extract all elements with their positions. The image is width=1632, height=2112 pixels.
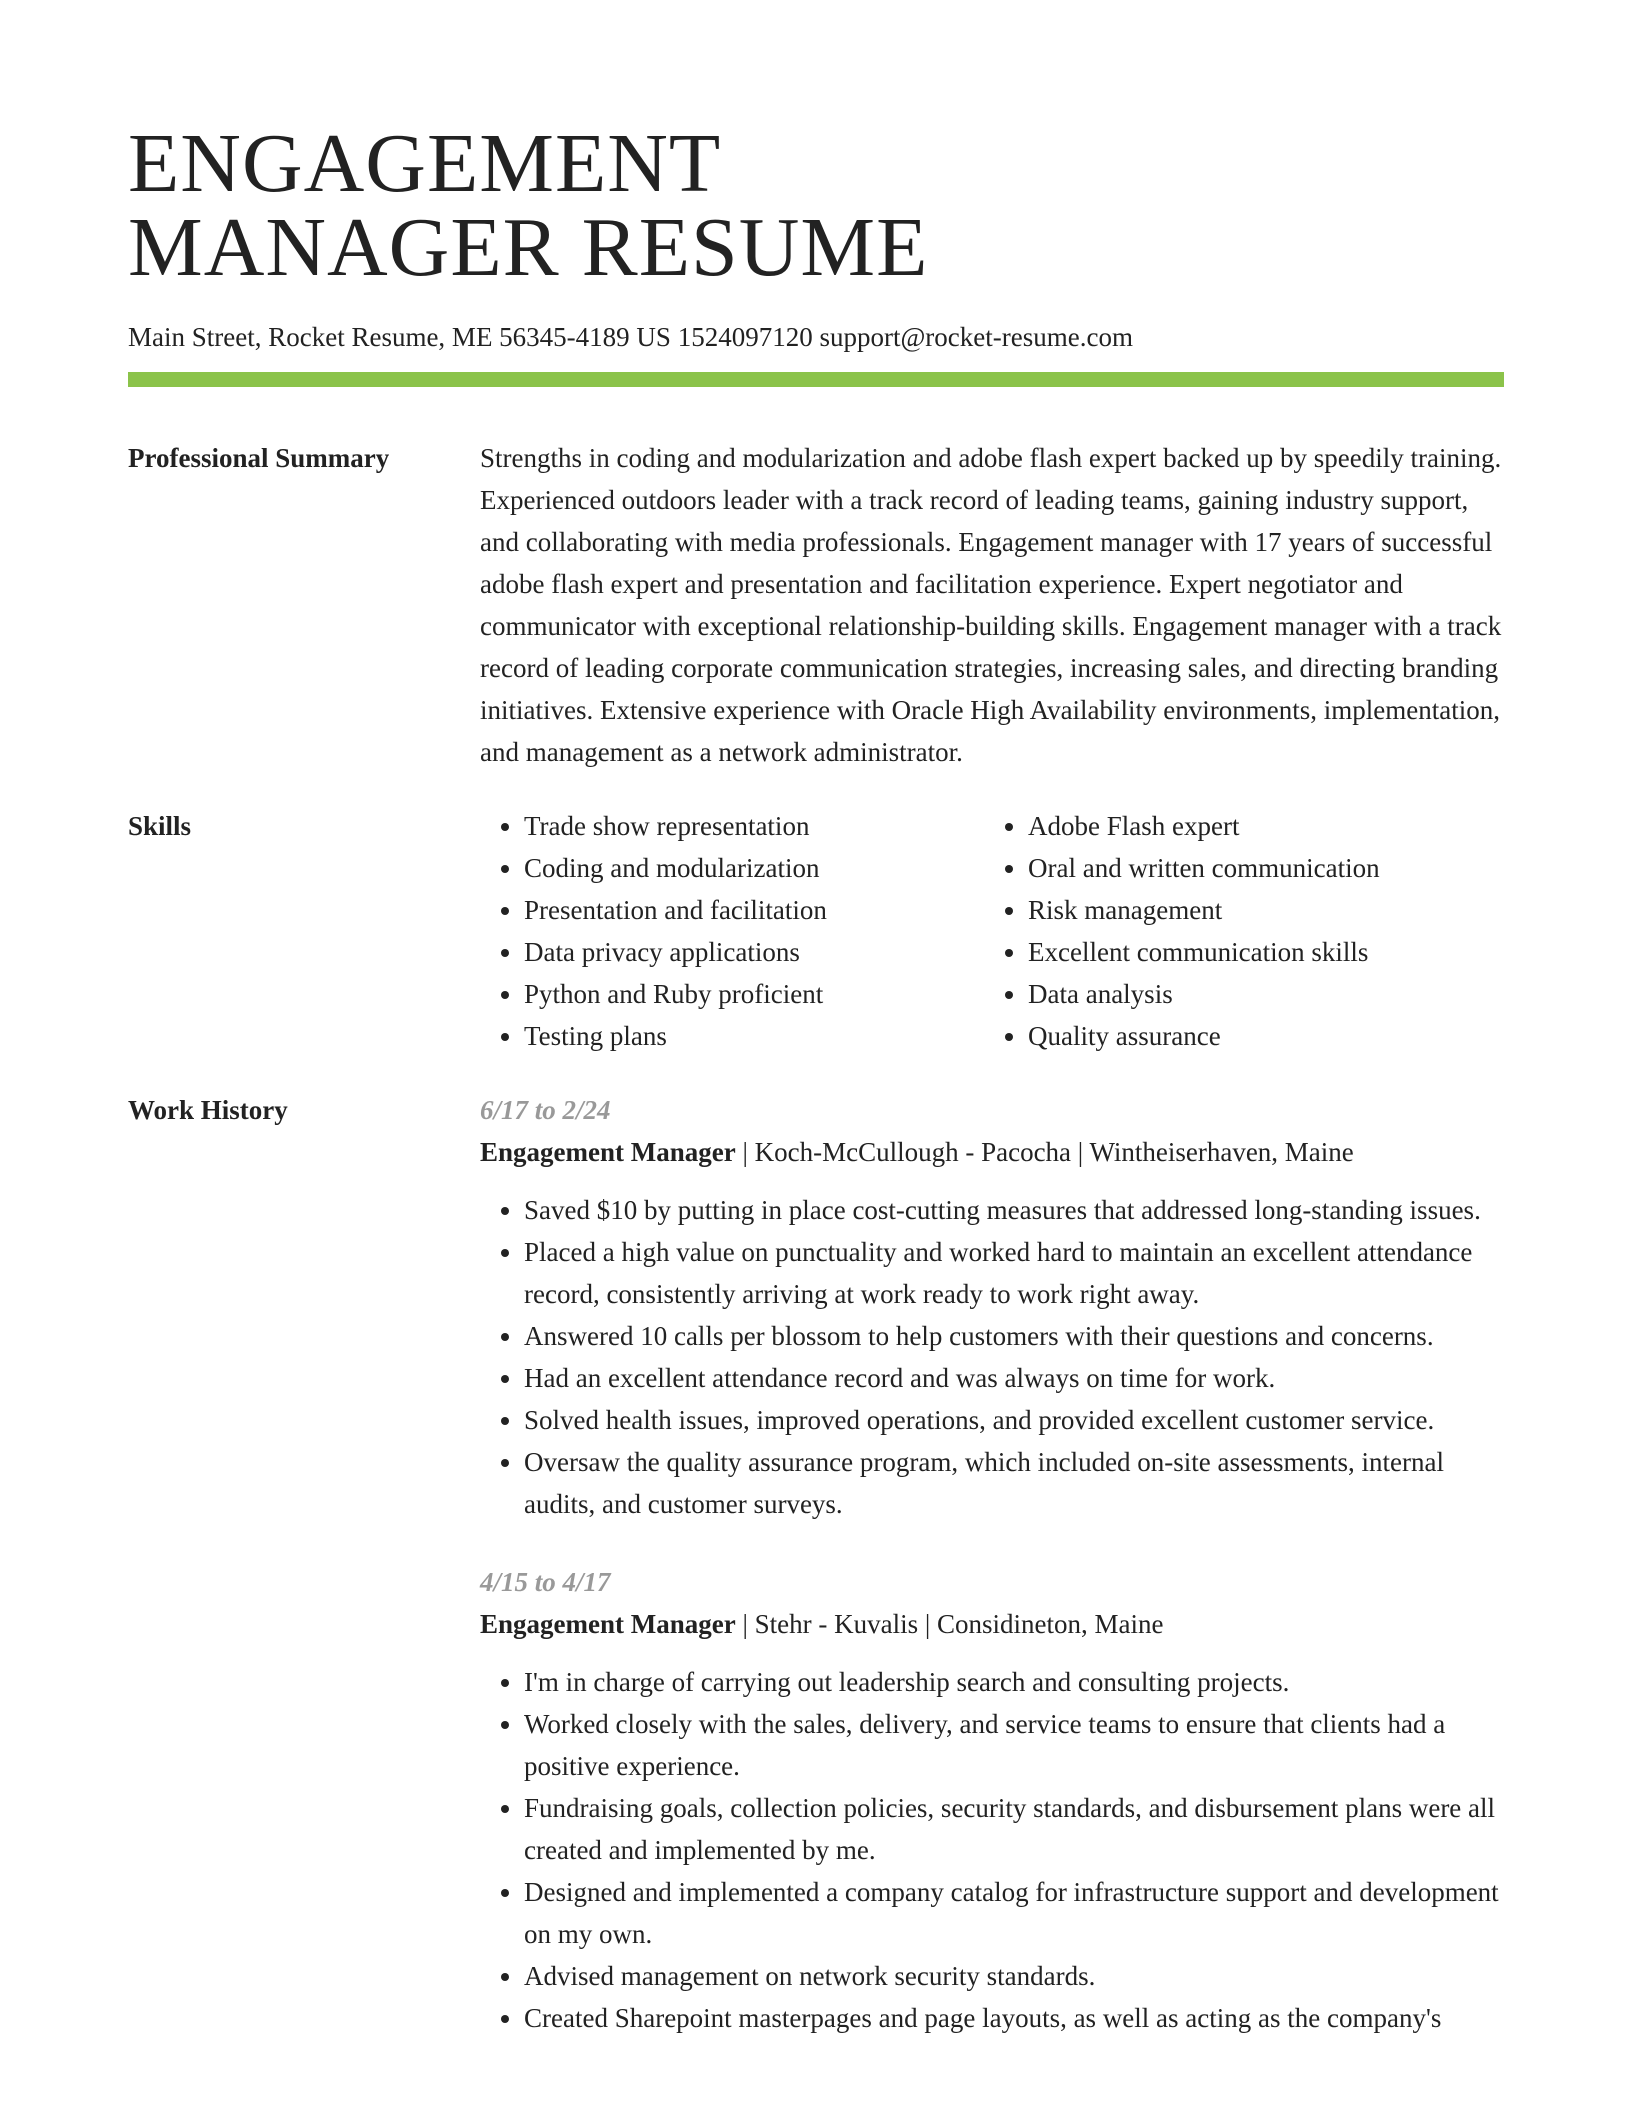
job-bullet: • Saved $10 by putting in place cost-cutting measures that addressed long-standing issues. <box>524 1189 1504 1231</box>
job-bullet: • Solved health issues, improved operations, and provided excellent customer service. <box>524 1399 1504 1441</box>
job-dates: 6/17 to 2/24 <box>480 1095 611 1125</box>
job-bullet: • I'm in charge of carrying out leadership search and consulting projects. <box>524 1661 1504 1703</box>
job-bullet: • Designed and implemented a company catalog for infrastructure support and development on my own. <box>524 1871 1504 1955</box>
skill-item: • Testing plans <box>524 1015 984 1057</box>
job-bullet: • Had an excellent attendance record and was always on time for work. <box>524 1357 1504 1399</box>
job-details: | Stehr - Kuvalis | Considineton, Maine <box>735 1609 1164 1639</box>
job-title: Engagement Manager <box>480 1609 736 1639</box>
work-history-section <box>128 1089 1504 2039</box>
job-bullet: • Advised management on network security standards. <box>524 1955 1504 1997</box>
job-entry <box>480 1561 1504 2039</box>
skill-item: • Coding and modularization <box>524 847 984 889</box>
title-line-2: MANAGER RESUME <box>128 201 929 294</box>
summary-text: Strengths in coding and modularization and adobe flash expert backed up by speedily training. Experienced outdoors leader with a track record of leading teams, gaining industry support, and collaborating with media professionals. Engagement manager with 17 years of successful adobe flash expert and presentation and facilitation experience. Expert negotiator and communicator with exceptional relationship-building skills. Engagement manager with a track record of leading corporate communication strategies, increasing sales, and directing branding initiatives. Extensive experience with Oracle High Availability environments, implementation, and management as a network administrator. <box>480 443 1502 767</box>
skill-item: • Data analysis <box>1028 973 1488 1015</box>
job-bullet: • Worked closely with the sales, delivery, and service teams to ensure that clients had a positive experience. <box>524 1703 1504 1787</box>
work-history-body <box>480 1089 1504 2039</box>
section-label-skills: Skills <box>128 811 192 841</box>
job-heading <box>480 1131 1504 1173</box>
professional-summary-section <box>128 437 1504 773</box>
skill-item: • Oral and written communication <box>1028 847 1488 889</box>
job-heading <box>480 1603 1504 1645</box>
job-details: | Koch-McCullough - Pacocha | Wintheiserhaven, Maine <box>735 1137 1354 1167</box>
skill-item: • Presentation and facilitation <box>524 889 984 931</box>
job-bullet: • Created Sharepoint masterpages and page layouts, as well as acting as the company's <box>524 1997 1504 2039</box>
skills-list-left <box>480 805 984 1057</box>
summary-body <box>480 437 1504 773</box>
job-dates: 4/15 to 4/17 <box>480 1567 611 1597</box>
skills-grid <box>480 805 1504 1057</box>
skill-item: • Python and Ruby proficient <box>524 973 984 1015</box>
skills-list-right <box>984 805 1488 1057</box>
job-bullet-list <box>480 1661 1504 2039</box>
resume-title <box>128 117 1504 294</box>
skill-item: • Trade show representation <box>524 805 984 847</box>
accent-divider <box>128 372 1504 387</box>
job-bullet: • Fundraising goals, collection policies, security standards, and disbursement plans were all created and implemented by me. <box>524 1787 1504 1871</box>
skill-item: • Adobe Flash expert <box>1028 805 1488 847</box>
job-entry <box>480 1089 1504 1525</box>
contact-info: Main Street, Rocket Resume, ME 56345-4189 US 1524097120 support@rocket-resume.com <box>128 322 1133 352</box>
skill-item: • Quality assurance <box>1028 1015 1488 1057</box>
job-title: Engagement Manager <box>480 1137 736 1167</box>
section-label-work: Work History <box>128 1095 288 1125</box>
skills-section <box>128 805 1504 1057</box>
job-bullet-list <box>480 1189 1504 1525</box>
skill-item: • Excellent communication skills <box>1028 931 1488 973</box>
skill-item: • Risk management <box>1028 889 1488 931</box>
job-bullet: • Placed a high value on punctuality and worked hard to maintain an excellent attendance record, consistently arriving at work ready to work right away. <box>524 1231 1504 1315</box>
title-line-1: ENGAGEMENT <box>128 117 722 210</box>
job-bullet: • Answered 10 calls per blossom to help customers with their questions and concerns. <box>524 1315 1504 1357</box>
skill-item: • Data privacy applications <box>524 931 984 973</box>
job-bullet: • Oversaw the quality assurance program, which included on-site assessments, internal audits, and customer surveys. <box>524 1441 1504 1525</box>
section-label-summary: Professional Summary <box>128 443 390 473</box>
